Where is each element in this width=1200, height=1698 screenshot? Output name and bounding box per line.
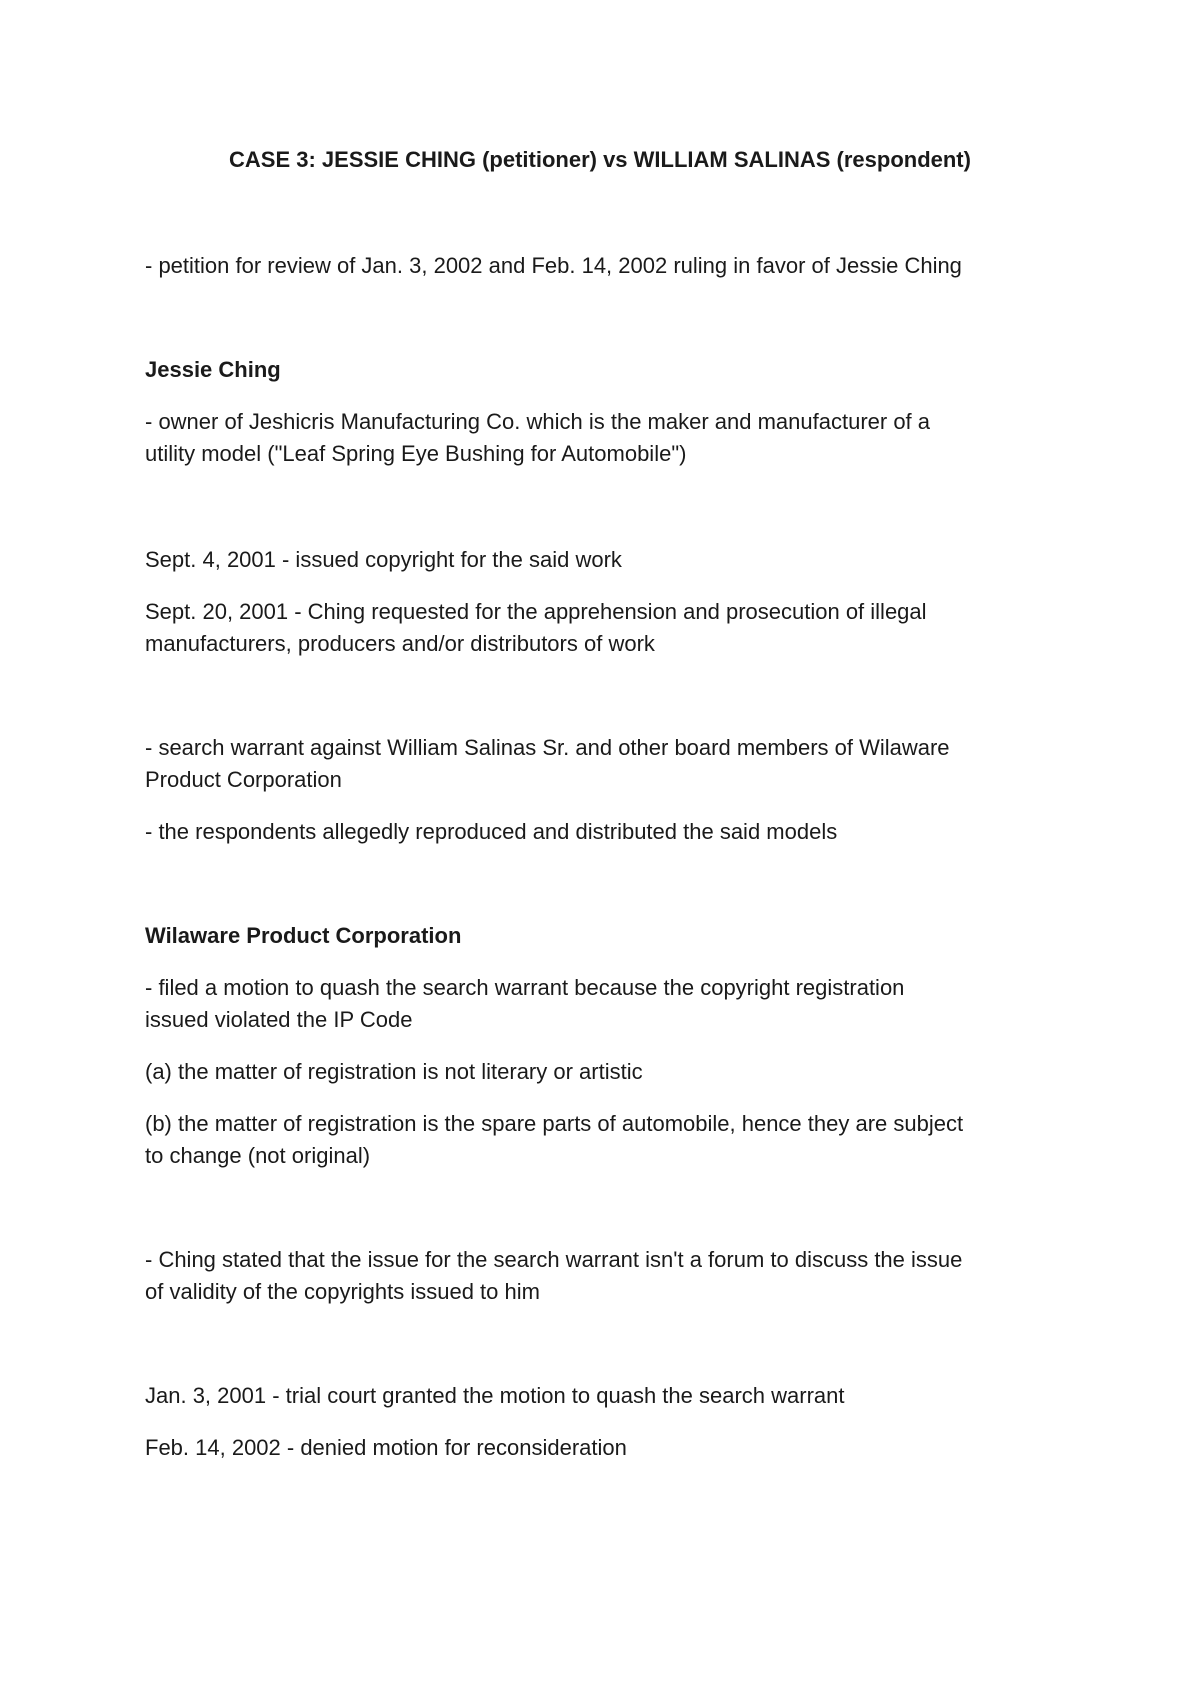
document-title: CASE 3: JESSIE CHING (petitioner) vs WILLIAM SALINAS (respondent) xyxy=(229,147,971,172)
point-b-line-2: to change (not original) xyxy=(145,1143,371,1168)
point-a: (a) the matter of registration is not literary or artistic xyxy=(145,1059,643,1084)
event-sept-20-line-1: Sept. 20, 2001 - Ching requested for the apprehension and prosecution of illegal xyxy=(145,599,927,624)
section-heading-wilaware: Wilaware Product Corporation xyxy=(145,923,462,948)
owner-paragraph-line-1: - owner of Jeshicris Manufacturing Co. which is the maker and manufacturer of a xyxy=(145,409,931,434)
ruling-jan-3: Jan. 3, 2001 - trial court granted the motion to quash the search warrant xyxy=(145,1383,845,1408)
warrant-paragraph-line-1: - search warrant against William Salinas Sr. and other board members of Wilaware xyxy=(145,735,950,760)
alleged-paragraph: - the respondents allegedly reproduced and distributed the said models xyxy=(145,819,838,844)
intro-paragraph: - petition for review of Jan. 3, 2002 and Feb. 14, 2002 ruling in favor of Jessie Ching xyxy=(145,253,962,278)
point-b-line-1: (b) the matter of registration is the spare parts of automobile, hence they are subject xyxy=(145,1111,964,1136)
section-heading-jessie-ching: Jessie Ching xyxy=(145,357,281,382)
ching-statement-line-1: - Ching stated that the issue for the search warrant isn't a forum to discuss the issue xyxy=(145,1247,963,1272)
warrant-paragraph-line-2: Product Corporation xyxy=(145,767,342,792)
event-sept-4: Sept. 4, 2001 - issued copyright for the said work xyxy=(145,547,622,572)
ching-statement-line-2: of validity of the copyrights issued to him xyxy=(145,1279,540,1304)
owner-paragraph-line-2: utility model ("Leaf Spring Eye Bushing for Automobile") xyxy=(145,441,687,466)
motion-paragraph-line-1: - filed a motion to quash the search warrant because the copyright registration xyxy=(145,975,905,1000)
event-sept-20-line-2: manufacturers, producers and/or distributors of work xyxy=(145,631,655,656)
ruling-feb-14: Feb. 14, 2002 - denied motion for reconsideration xyxy=(145,1435,627,1460)
motion-paragraph-line-2: issued violated the IP Code xyxy=(145,1007,413,1032)
